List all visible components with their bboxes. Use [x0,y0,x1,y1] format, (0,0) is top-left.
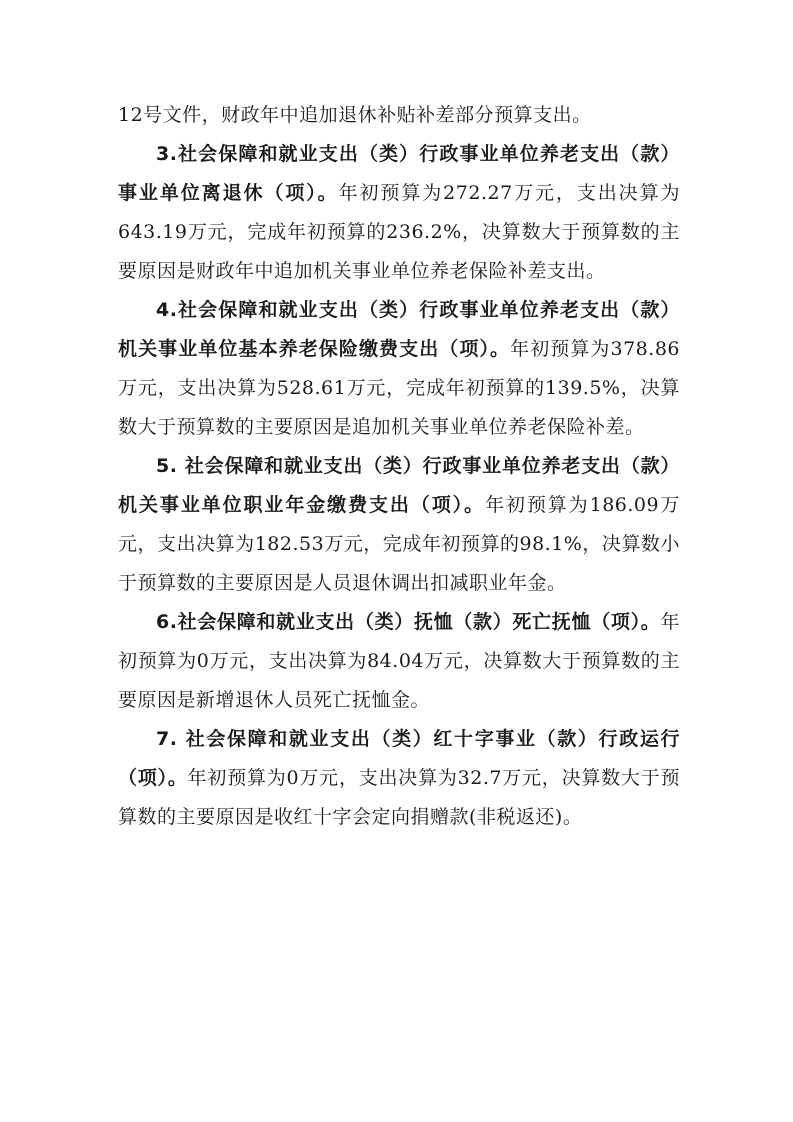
paragraph-item-6 [118,603,680,720]
paragraph-heading: 4.社会保障和就业支出（类）行政事业单位养老支出（款）机关事业单位基本养老保险缴费支出（项）。 [118,299,680,360]
paragraph-body: 年初预算为378.86万元，支出决算为528.61万元，完成年初预算的139.5%，决算数大于预算数的主要原因是追加机关事业单位养老保险补差。 [118,338,680,438]
paragraph-heading: 6.社会保障和就业支出（类）抚恤（款）死亡抚恤（项）。 [156,611,661,633]
paragraph-body: 年初预算为0万元，支出决算为32.7万元，决算数大于预算数的主要原因是收红十字会定向捐赠款(非税返还)。 [118,767,680,828]
document-page [118,96,680,837]
paragraph-heading: 7. 社会保障和就业支出（类）红十字事业（款）行政运行（项）。 [118,728,680,789]
paragraph-item-4 [118,291,680,447]
paragraph-continuation [118,96,680,135]
paragraph-body: 年初预算为186.09万元，支出决算为182.53万元，完成年初预算的98.1%，决算数小于预算数的主要原因是人员退休调出扣减职业年金。 [118,494,680,594]
paragraph-body: 12号文件，财政年中追加退休补贴补差部分预算支出。 [118,104,592,126]
paragraph-item-3 [118,135,680,291]
paragraph-heading: 5. 社会保障和就业支出（类）行政事业单位养老支出（款）机关事业单位职业年金缴费支出（项）。 [118,455,680,516]
paragraph-heading: 3.社会保障和就业支出（类）行政事业单位养老支出（款）事业单位离退休（项）。 [118,143,680,204]
paragraph-item-5 [118,447,680,603]
paragraph-item-7 [118,720,680,837]
paragraph-body: 年初预算为272.27万元，支出决算为643.19万元，完成年初预算的236.2%，决算数大于预算数的主要原因是财政年中追加机关事业单位养老保险补差支出。 [118,182,680,282]
paragraph-body: 年初预算为0万元，支出决算为84.04万元，决算数大于预算数的主要原因是新增退休人员死亡抚恤金。 [118,611,680,711]
